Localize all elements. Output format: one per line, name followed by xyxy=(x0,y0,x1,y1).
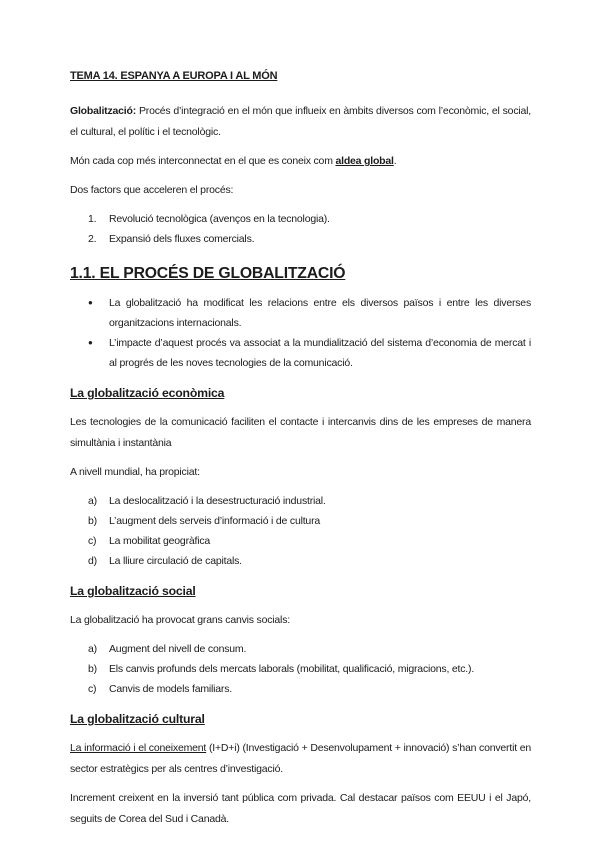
economic-paragraph-2: A nivell mundial, ha propiciat: xyxy=(70,466,200,478)
aldea-global-term: aldea global xyxy=(335,155,394,167)
globalitzacio-bullet-list xyxy=(70,293,531,373)
list-item xyxy=(70,551,531,571)
section-heading-proces-globalitzacio: 1.1. EL PROCÉS DE GLOBALITZACIÓ xyxy=(70,265,346,282)
list-item-text: Expansió dels fluxes comercials. xyxy=(109,233,255,245)
list-item xyxy=(70,333,531,373)
list-item-text: L’augment dels serveis d’informació i de cultura xyxy=(109,515,321,527)
bullet-icon: ● xyxy=(88,338,93,347)
list-marker: a) xyxy=(88,643,97,655)
list-marker: 1. xyxy=(88,213,97,225)
list-item xyxy=(70,293,531,333)
subheading-globalitzacio-cultural: La globalització cultural xyxy=(70,712,205,726)
factors-label: Dos factors que acceleren el procés: xyxy=(70,184,234,196)
definition-text: Procés d’integració en el món que influeix en àmbits diversos com l’econòmic, el social, el cultural, el polític i el tecnològic. xyxy=(70,105,531,138)
definition-paragraph xyxy=(70,101,531,143)
bullet-icon: ● xyxy=(88,298,93,307)
factors-numbered-list xyxy=(70,209,531,249)
list-item xyxy=(70,229,531,249)
economic-lettered-list xyxy=(70,491,531,571)
list-item-text: Canvis de models familiars. xyxy=(109,683,232,695)
list-item xyxy=(70,531,531,551)
subheading-globalitzacio-economica: La globalització econòmica xyxy=(70,386,225,400)
list-item-text: Els canvis profunds dels mercats laborals (mobilitat, qualificació, migracions, etc.). xyxy=(109,663,475,675)
cultural-paragraph-2: Increment creixent en la inversió tant pública com privada. Cal destacar països com EEUU i el Japó, seguits de Corea del Sud i Canadà. xyxy=(70,792,531,825)
social-lettered-list xyxy=(70,639,531,699)
list-item-text: La mobilitat geogràfica xyxy=(109,535,211,547)
list-item-text: Revolució tecnològica (avenços en la tecnologia). xyxy=(109,213,330,225)
doc-title: TEMA 14. ESPANYA A EUROPA I AL MÓN xyxy=(70,70,278,82)
list-marker: a) xyxy=(88,495,97,507)
subheading-globalitzacio-social: La globalització social xyxy=(70,584,196,598)
list-marker: 2. xyxy=(88,233,97,245)
aldea-post-text: . xyxy=(393,155,397,167)
list-marker: b) xyxy=(88,663,97,675)
definition-term: Globalització: xyxy=(70,105,137,117)
cultural-paragraph-1 xyxy=(70,738,531,780)
list-item-text: La deslocalització i la desestructuració industrial. xyxy=(109,495,326,507)
list-marker: b) xyxy=(88,515,97,527)
list-item-text: Augment del nivell de consum. xyxy=(109,643,247,655)
social-paragraph-1: La globalització ha provocat grans canvis socials: xyxy=(70,614,290,626)
economic-paragraph-1: Les tecnologies de la comunicació faciliten el contacte i intercanvis dins de les empreses de manera simultània i instantània xyxy=(70,416,531,449)
list-item-text: La lliure circulació de capitals. xyxy=(109,555,242,567)
cultural-lead-rest: (I+D+i) (Investigació + Desenvolupament + innovació) s’han convertit en sector estratègics per als centres d’investigació. xyxy=(70,742,531,775)
list-item xyxy=(70,511,531,531)
list-marker: d) xyxy=(88,555,97,567)
list-item xyxy=(70,679,531,699)
aldea-pre-text: Món cada cop més interconnectat en el que es coneix com xyxy=(70,155,336,167)
list-item-text: L’impacte d’aquest procés va associat a la mundialització del sistema d’economia de mercat i al progrés de les noves tecnologies de la comunicació. xyxy=(109,337,531,369)
list-item-text: La globalització ha modificat les relacions entre els diversos països i entre les diverses organitzacions internacionals. xyxy=(109,297,531,329)
list-marker: c) xyxy=(88,535,97,547)
list-marker: c) xyxy=(88,683,97,695)
list-item xyxy=(70,639,531,659)
list-item xyxy=(70,209,531,229)
aldea-global-paragraph xyxy=(70,151,531,172)
cultural-lead-underlined: La informació i el coneixement xyxy=(70,742,207,754)
list-item xyxy=(70,659,531,679)
list-item xyxy=(70,491,531,511)
